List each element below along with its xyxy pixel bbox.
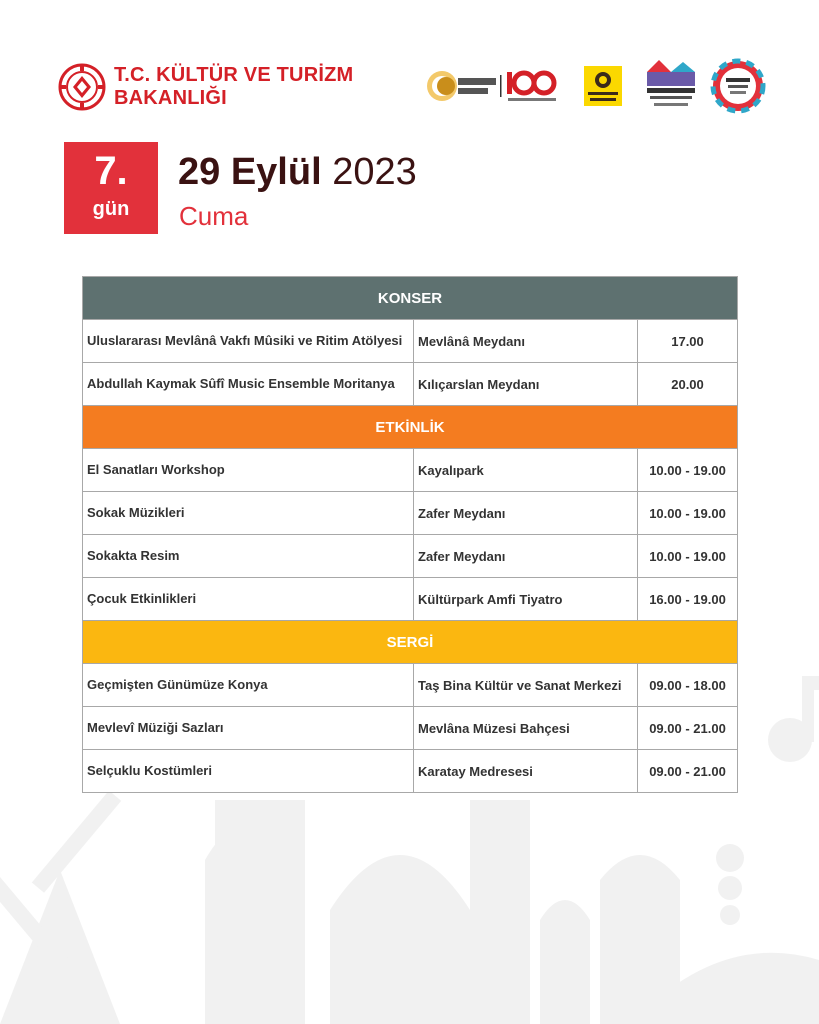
event-venue: Kayalıpark: [414, 449, 638, 492]
ministry-name-line2: BAKANLIĞI: [114, 87, 227, 109]
event-schedule-table: [82, 276, 738, 793]
table-row: [83, 578, 738, 621]
event-time: 10.00 - 19.00: [638, 535, 738, 578]
event-venue: Taş Bina Kültür ve Sanat Merkezi: [414, 664, 638, 707]
table-row: [83, 492, 738, 535]
dome-silhouette-icon: [330, 855, 470, 1024]
event-venue: Mevlâna Müzesi Bahçesi: [414, 707, 638, 750]
section-title: SERGİ: [83, 621, 738, 664]
event-time: 16.00 - 19.00: [638, 578, 738, 621]
table-row: [83, 750, 738, 793]
table-row: [83, 320, 738, 363]
konya-buyuksehir-logo: [584, 66, 622, 106]
ministry-name: [114, 64, 353, 110]
event-name: Sokakta Resim: [83, 535, 414, 578]
event-time: 09.00 - 21.00: [638, 750, 738, 793]
building-silhouette-icon: [215, 800, 305, 1024]
date-year: 2023: [332, 151, 417, 193]
event-name: Sokak Müzikleri: [83, 492, 414, 535]
event-time: 10.00 - 19.00: [638, 492, 738, 535]
date-day-month: 29 Eylül: [178, 151, 322, 193]
page-header: [0, 0, 819, 130]
event-weekday: Cuma: [179, 201, 249, 231]
event-time: 10.00 - 19.00: [638, 449, 738, 492]
arch-window-icon: [540, 900, 590, 1024]
event-time: 09.00 - 18.00: [638, 664, 738, 707]
event-venue: Zafer Meydanı: [414, 535, 638, 578]
turkiye-kultur-yolu-logo: [713, 61, 763, 111]
day-word: gün: [92, 198, 130, 220]
music-note-icon: [768, 676, 819, 762]
event-name: Selçuklu Kostümleri: [83, 750, 414, 793]
event-name: Geçmişten Günümüze Konya: [83, 664, 414, 707]
mistik-muzik-festivali-logo: [647, 60, 695, 106]
event-name: Mevlevî Müziği Sazları: [83, 707, 414, 750]
event-time: 17.00: [638, 320, 738, 363]
event-venue: Karatay Medresesi: [414, 750, 638, 793]
event-date: [178, 150, 417, 194]
day-badge: [64, 142, 158, 234]
decor-dot-icon: [716, 844, 744, 872]
section-title: ETKİNLİK: [83, 406, 738, 449]
event-name: Abdullah Kaymak Sûfî Music Ensemble Moritanya: [83, 363, 414, 406]
decor-dot-icon: [718, 876, 742, 900]
turkiye-yuzyili-logo: [427, 71, 502, 101]
event-time: 20.00: [638, 363, 738, 406]
decor-dot-icon: [720, 905, 740, 925]
section-title: KONSER: [83, 277, 738, 320]
table-row: [83, 449, 738, 492]
event-venue: Kültürpark Amfi Tiyatro: [414, 578, 638, 621]
table-row: [83, 664, 738, 707]
table-row: [83, 535, 738, 578]
table-row: [83, 707, 738, 750]
day-number: 7.: [94, 149, 128, 193]
event-venue: Kılıçarslan Meydanı: [414, 363, 638, 406]
windmill-silhouette-icon: [0, 791, 121, 1024]
section-header-konser: [83, 277, 738, 320]
ministry-name-line1: T.C. KÜLTÜR VE TURİZM: [114, 64, 354, 86]
tower-silhouette-icon: [470, 800, 530, 1024]
section-header-etkinlik: [83, 406, 738, 449]
event-time: 09.00 - 21.00: [638, 707, 738, 750]
section-header-sergi: [83, 621, 738, 664]
event-name: Çocuk Etkinlikleri: [83, 578, 414, 621]
ministry-emblem-icon: [58, 63, 106, 111]
partner-logos: [424, 58, 774, 114]
100-year-logo: [507, 72, 556, 101]
event-name: Uluslararası Mevlânâ Vakfı Mûsiki ve Ritim Atölyesi: [83, 320, 414, 363]
table-row: [83, 363, 738, 406]
event-venue: Zafer Meydanı: [414, 492, 638, 535]
event-name: El Sanatları Workshop: [83, 449, 414, 492]
event-venue: Mevlânâ Meydanı: [414, 320, 638, 363]
